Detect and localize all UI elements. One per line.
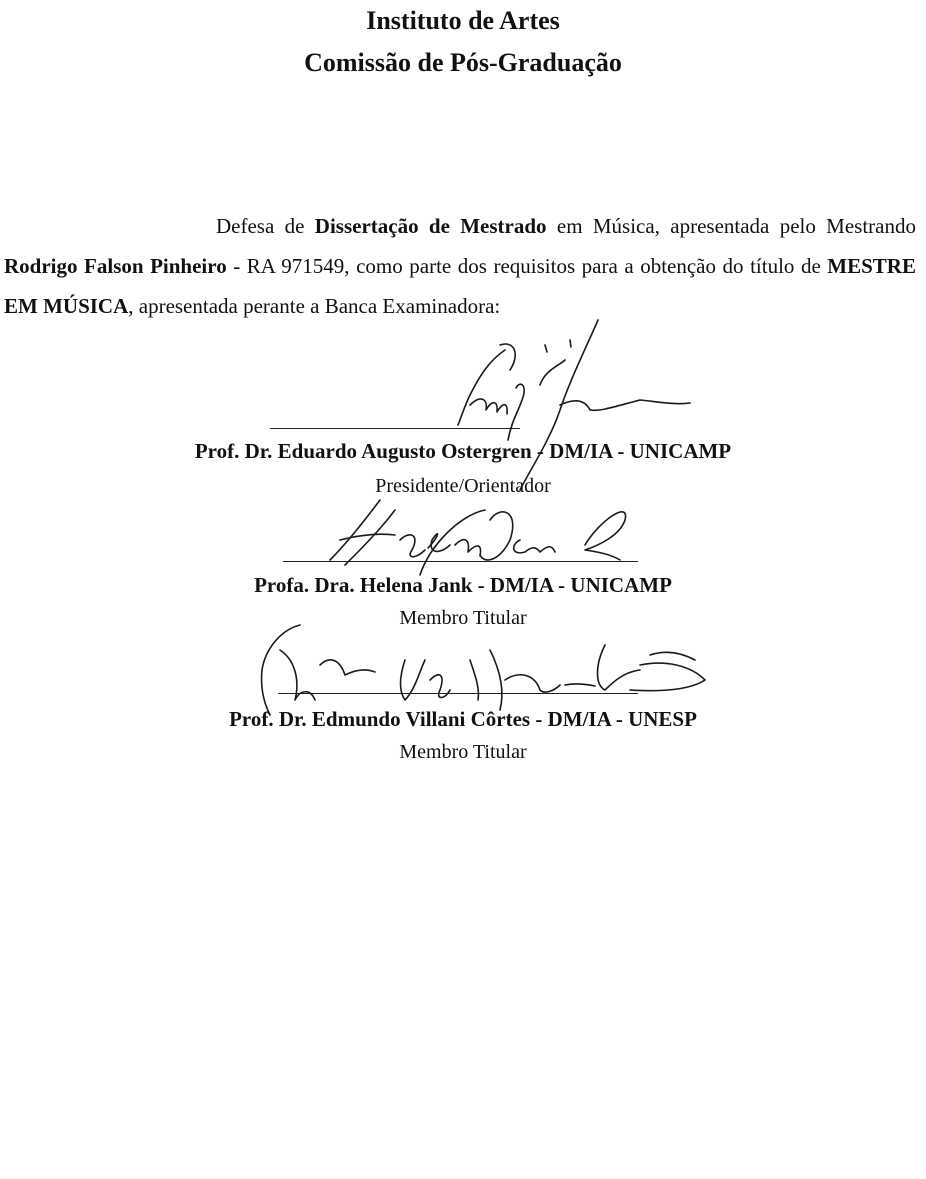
degree-title: MESTRE EM MÚSICA bbox=[4, 254, 916, 318]
statement-text-2: em Música, apresentada pelo Mestrando bbox=[546, 214, 916, 238]
committee-member-1-name: Prof. Dr. Eduardo Augusto Ostergren - DM/IA - UNICAMP bbox=[194, 439, 732, 463]
institution-title: Instituto de Artes bbox=[366, 6, 560, 35]
signature-line-3 bbox=[278, 693, 638, 694]
signature-2 bbox=[330, 500, 626, 575]
signature-3 bbox=[262, 625, 705, 715]
statement-text-3: - RA 971549, como parte dos requisitos para a obtenção do título de bbox=[226, 254, 828, 278]
committee-member-3-role: Membro Titular bbox=[399, 741, 527, 763]
committee-member-2-role: Membro Titular bbox=[399, 607, 527, 629]
committee-member-3-name: Prof. Dr. Edmundo Villani Côrtes - DM/IA - UNESP bbox=[229, 707, 697, 731]
statement-bold-1: Dissertação de Mestrado bbox=[314, 214, 547, 238]
candidate-name: Rodrigo Falson Pinheiro bbox=[4, 254, 227, 278]
committee-member-2-name: Profa. Dra. Helena Jank - DM/IA - UNICAMP bbox=[254, 573, 672, 597]
commission-title: Comissão de Pós-Graduação bbox=[304, 48, 622, 77]
signature-line-2 bbox=[283, 561, 638, 562]
statement-text-4: , apresentada perante a Banca Examinadora: bbox=[128, 294, 501, 318]
statement-text-1: Defesa de bbox=[216, 214, 315, 238]
defense-statement bbox=[4, 206, 916, 326]
committee-member-1-role: Presidente/Orientador bbox=[375, 475, 551, 497]
signature-line-1 bbox=[270, 428, 520, 429]
